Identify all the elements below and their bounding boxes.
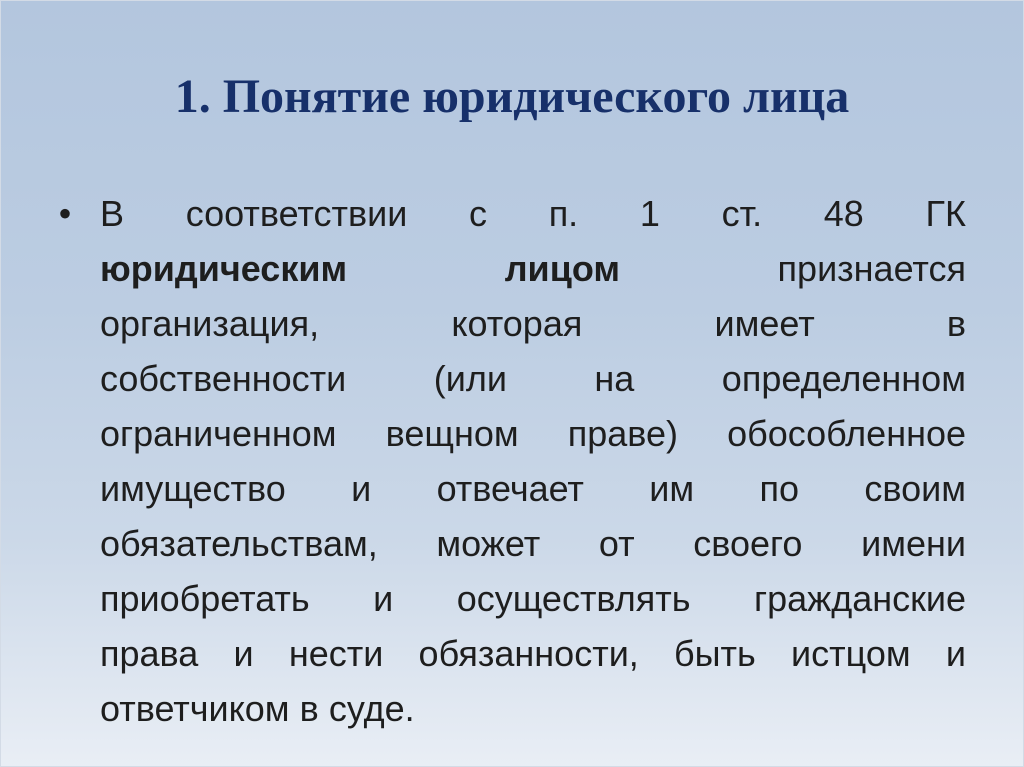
word: обязательствам, [100, 523, 378, 564]
word: ограниченном [100, 413, 337, 454]
word: обособленное [727, 413, 966, 454]
word: собственности [100, 358, 347, 399]
text-line [100, 571, 966, 626]
word: имени [861, 523, 966, 564]
word: от [598, 523, 635, 564]
word: быть [674, 633, 756, 674]
text-line [100, 461, 966, 516]
word: определенном [721, 358, 966, 399]
text-line [100, 351, 966, 406]
word: нести [288, 633, 384, 674]
word: суде. [328, 688, 415, 729]
text-line [100, 626, 966, 681]
word: приобретать [100, 578, 310, 619]
word: на [594, 358, 635, 399]
bullet-text [100, 186, 966, 736]
text-line [100, 241, 966, 296]
word: п. [548, 193, 579, 234]
word: В [100, 193, 125, 234]
word: соответствии [185, 193, 408, 234]
word: с [469, 193, 487, 234]
word: по [759, 468, 800, 509]
word: и [945, 633, 966, 674]
word: обязанности, [418, 633, 639, 674]
word: признается [777, 248, 966, 289]
word: права [100, 633, 199, 674]
word: гражданские [753, 578, 966, 619]
slide-title: 1. Понятие юридического лица [174, 70, 850, 123]
word: (или [433, 358, 507, 399]
word: праве) [567, 413, 678, 454]
word: 1 [639, 193, 660, 234]
word: организация, [100, 303, 320, 344]
word: имущество [100, 468, 286, 509]
word: осуществлять [456, 578, 691, 619]
word: которая [451, 303, 583, 344]
text-line [100, 406, 966, 461]
word: имеет [714, 303, 815, 344]
word: им [649, 468, 695, 509]
word: и [233, 633, 254, 674]
word: и [351, 468, 372, 509]
emphasized-term: лицом [504, 248, 620, 289]
word: может [436, 523, 541, 564]
word: ГК [925, 193, 966, 234]
word: своего [693, 523, 803, 564]
word: ответчиком [100, 688, 290, 729]
word: ст. [721, 193, 763, 234]
word: истцом [791, 633, 911, 674]
word: своим [864, 468, 966, 509]
word: в [946, 303, 966, 344]
text-line [100, 296, 966, 351]
text-line [100, 681, 966, 736]
word: в [299, 688, 319, 729]
word: 48 [823, 193, 864, 234]
text-line [100, 186, 966, 241]
word: вещном [385, 413, 519, 454]
text-line [100, 516, 966, 571]
emphasized-term: юридическим [100, 248, 348, 289]
word: отвечает [436, 468, 584, 509]
word: и [373, 578, 394, 619]
bullet-icon: • [58, 191, 73, 236]
